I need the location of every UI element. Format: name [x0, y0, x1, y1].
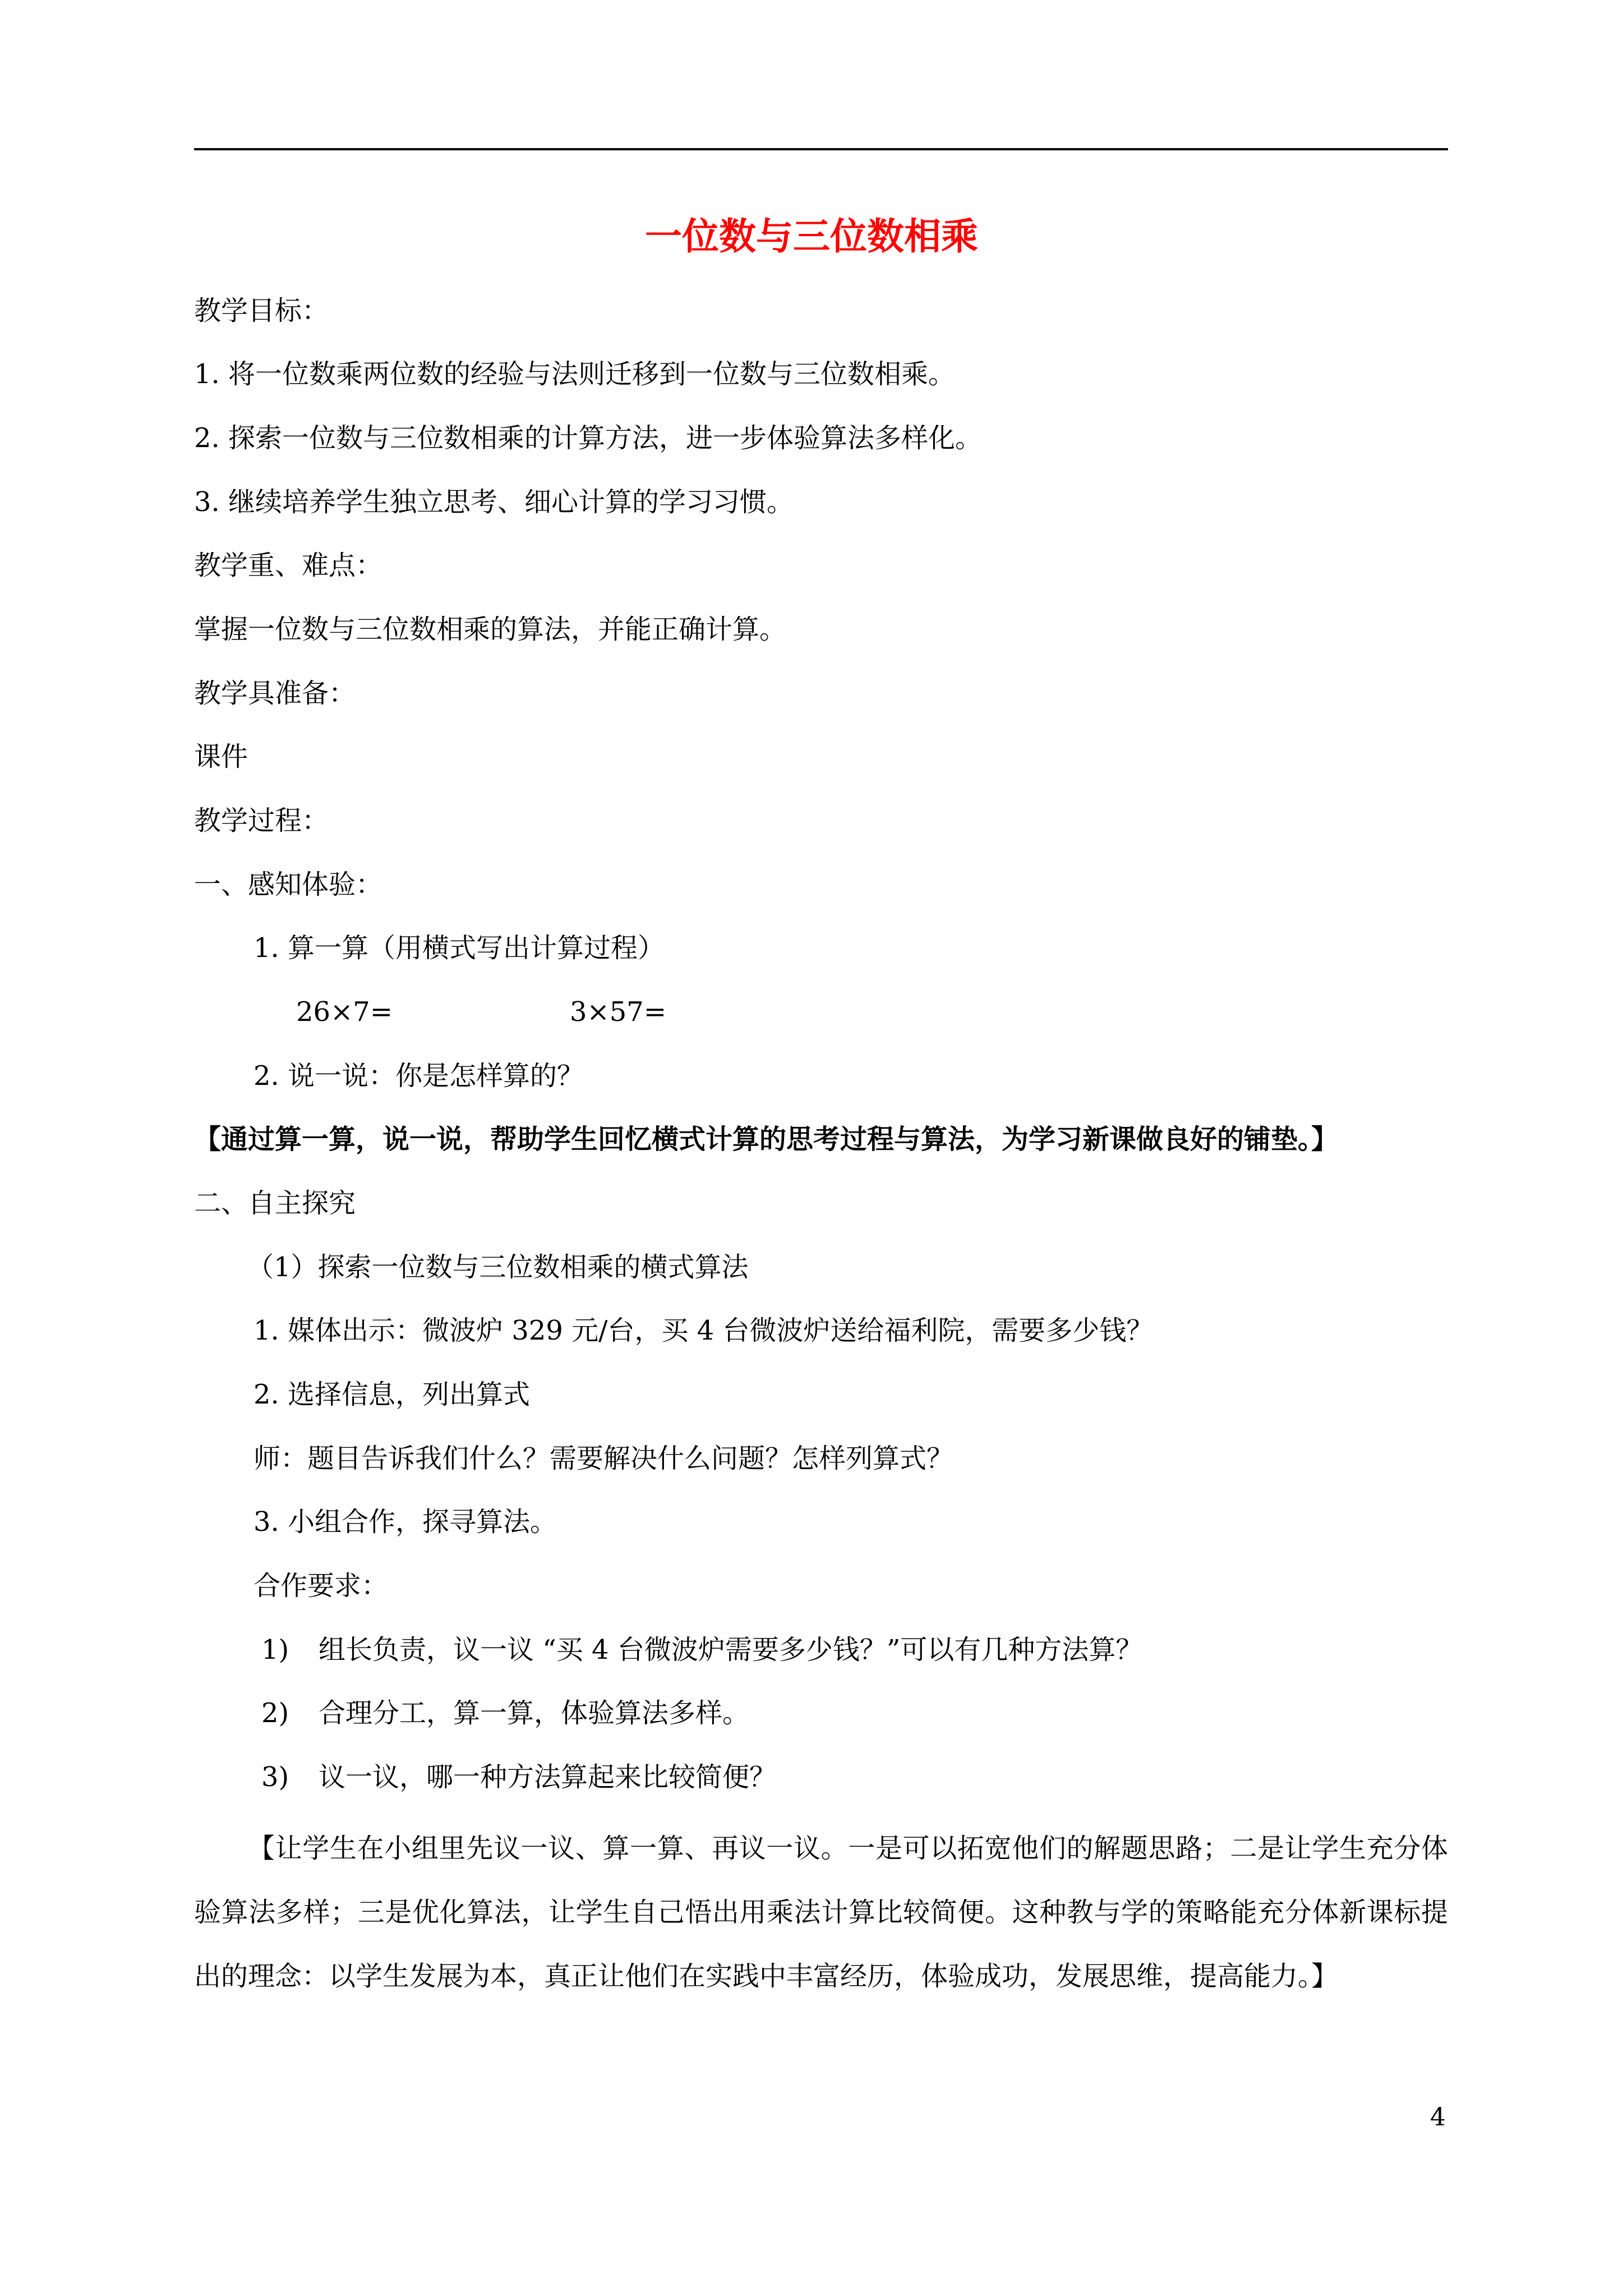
section1-step2: 2. 说一说：你是怎样算的？ [253, 1060, 584, 1092]
section2-sub1: （1）探索一位数与三位数相乘的横式算法 [247, 1251, 749, 1283]
process-heading: 教学过程： [194, 805, 329, 836]
page-number: 4 [1430, 2103, 1446, 2132]
requirement-1-number: 1) [261, 1634, 289, 1665]
section2-step2: 2. 选择信息，列出算式 [253, 1379, 531, 1410]
key-points-heading: 教学重、难点： [194, 550, 383, 581]
key-points-text: 掌握一位数与三位数相乘的算法，并能正确计算。 [194, 614, 787, 645]
requirement-2: 合理分工，算一算，体验算法多样。 [319, 1697, 750, 1729]
materials-text: 课件 [194, 741, 248, 772]
objective-1: 1. 将一位数乘两位数的经验与法则迁移到一位数与三位数相乘。 [194, 358, 956, 390]
section1-heading: 一、感知体验： [194, 869, 383, 900]
section2-note: 【让学生在小组里先议一议、算一算、再议一议。一是可以拓宽他们的解题思路；二是让学生充分体验算法多样；三是优化算法，让学生自己悟出用乘法计算比较简便。这种教与学的策略能充分体新课标提出的理念：以学生发展为本，真正让他们在实践中丰富经历，体验成功，发展思维，提高能力。】 [194, 1833, 1448, 1992]
section2-step1: 1. 媒体出示：微波炉 329 元/台，买 4 台微波炉送给福利院，需要多少钱？ [253, 1315, 1154, 1346]
objectives-heading: 教学目标： [194, 295, 329, 326]
objective-2: 2. 探索一位数与三位数相乘的计算方法，进一步体验算法多样化。 [194, 422, 983, 454]
teacher-question: 师：题目告诉我们什么？需要解决什么问题？怎样列算式？ [253, 1443, 954, 1474]
section1-note: 【通过算一算，说一说，帮助学生回忆横式计算的思考过程与算法，为学习新课做良好的铺垫。】 [194, 1124, 1339, 1155]
materials-heading: 教学具准备： [194, 678, 356, 709]
calc-a: 26×7= [296, 996, 393, 1028]
requirement-3: 议一议，哪一种方法算起来比较简便？ [319, 1761, 777, 1793]
calc-b: 3×57= [570, 996, 667, 1028]
objective-3: 3. 继续培养学生独立思考、细心计算的学习习惯。 [194, 486, 794, 518]
document-title: 一位数与三位数相乘 [645, 215, 978, 258]
requirement-2-number: 2) [261, 1697, 289, 1729]
requirements-heading: 合作要求： [253, 1570, 389, 1602]
section2-step3: 3. 小组合作，探寻算法。 [253, 1506, 557, 1538]
requirement-3-number: 3) [261, 1761, 289, 1793]
section1-step1: 1. 算一算（用横式写出计算过程） [253, 932, 665, 964]
requirement-1: 组长负责，议一议 “买 4 台微波炉需要多少钱？”可以有几种方法算？ [319, 1634, 1143, 1665]
header-rule [194, 148, 1448, 150]
section2-heading: 二、自主探究 [194, 1188, 356, 1219]
